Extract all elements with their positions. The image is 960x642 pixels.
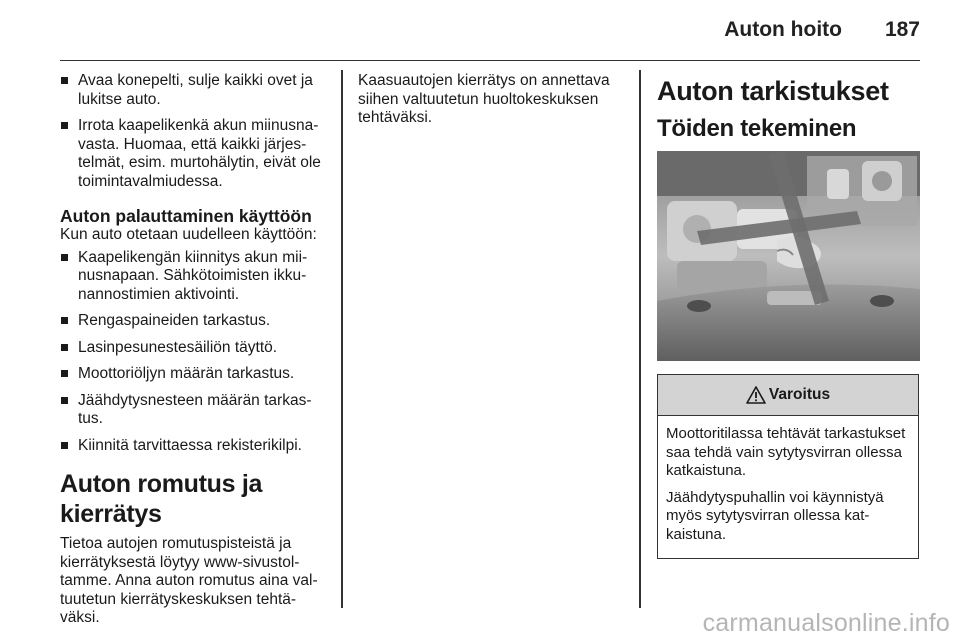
column-divider [639,70,641,608]
list-item: Kiinnitä tarvittaessa rekisterikilpi. [60,437,330,456]
square-bullet-icon [61,77,68,84]
heading-restore: Auton palauttaminen käyttöön [60,206,312,226]
list-item: Moottoriöljyn määrän tarkastus. [60,365,330,384]
column-left [60,72,330,634]
column-right [657,74,920,144]
list-item: Irrota kaapelikenkä akun miinusnavasta. Huomaa, että kaikki järjestelmät, esim. murtohälytin, eivät ole toimintavalmiudessa. [60,117,330,191]
page-number: 187 [884,18,920,41]
bullet-list [60,249,330,456]
engine-bay-photo [657,151,920,361]
column-divider [341,70,343,608]
heading-checks: Auton tarkistukset [657,76,889,106]
warning-box [657,374,919,559]
square-bullet-icon [61,254,68,261]
warning-paragraph: Moottoritilassa tehtävät tarkastukset saa tehdä vain sytytysvirran ollessa katkaistuna. [666,425,906,479]
heading-scrap: Auton romutus ja kierrätys [60,470,263,528]
section-title: Auton hoito [724,18,842,41]
column-middle [358,72,626,134]
list-item: Rengaspaineiden tarkastus. [60,312,330,331]
watermark: carmanualsonline.info [702,609,950,637]
list-item: Kaapelikengän kiinnitys akun miinusnapaan. Sähkötoimisten ikkunannostimien aktivointi. [60,249,330,305]
warning-triangle-icon [746,386,766,404]
engine-bay-illustration [657,151,920,361]
restore-intro: Kun auto otetaan uudelleen käyttöön: [60,226,317,243]
square-bullet-icon [61,344,68,351]
warning-paragraph: Jäähdytyspuhallin voi käynnistyä myös sytytysvirran ollessa katkaistuna. [666,488,884,543]
list-item: Jäähdytysnesteen määrän tarkastus. [60,392,330,429]
page-header [60,0,920,61]
gas-recycling-text: Kaasuautojen kierrätys on annettava siihen valtuutetun huoltokeskuksen tehtäväksi. [358,72,610,126]
square-bullet-icon [61,442,68,449]
scrap-text: Tietoa autojen romutuspisteistä ja kierrätyksestä löytyy www-sivustoltamme. Anna auton romutus aina valtuutetun kierrätyskeskuksen tehtäväksi. [60,535,318,626]
square-bullet-icon [61,317,68,324]
warning-title: Varoitus [768,386,831,403]
square-bullet-icon [61,397,68,404]
warning-body [658,416,918,558]
list-item: Avaa konepelti, sulje kaikki ovet ja lukitse auto. [60,72,330,109]
list-item: Lasinpesunestesäiliön täyttö. [60,339,330,358]
square-bullet-icon [61,370,68,377]
square-bullet-icon [61,122,68,129]
heading-work: Töiden tekeminen [657,115,857,142]
warning-header [658,375,918,416]
bullet-list [60,72,330,191]
